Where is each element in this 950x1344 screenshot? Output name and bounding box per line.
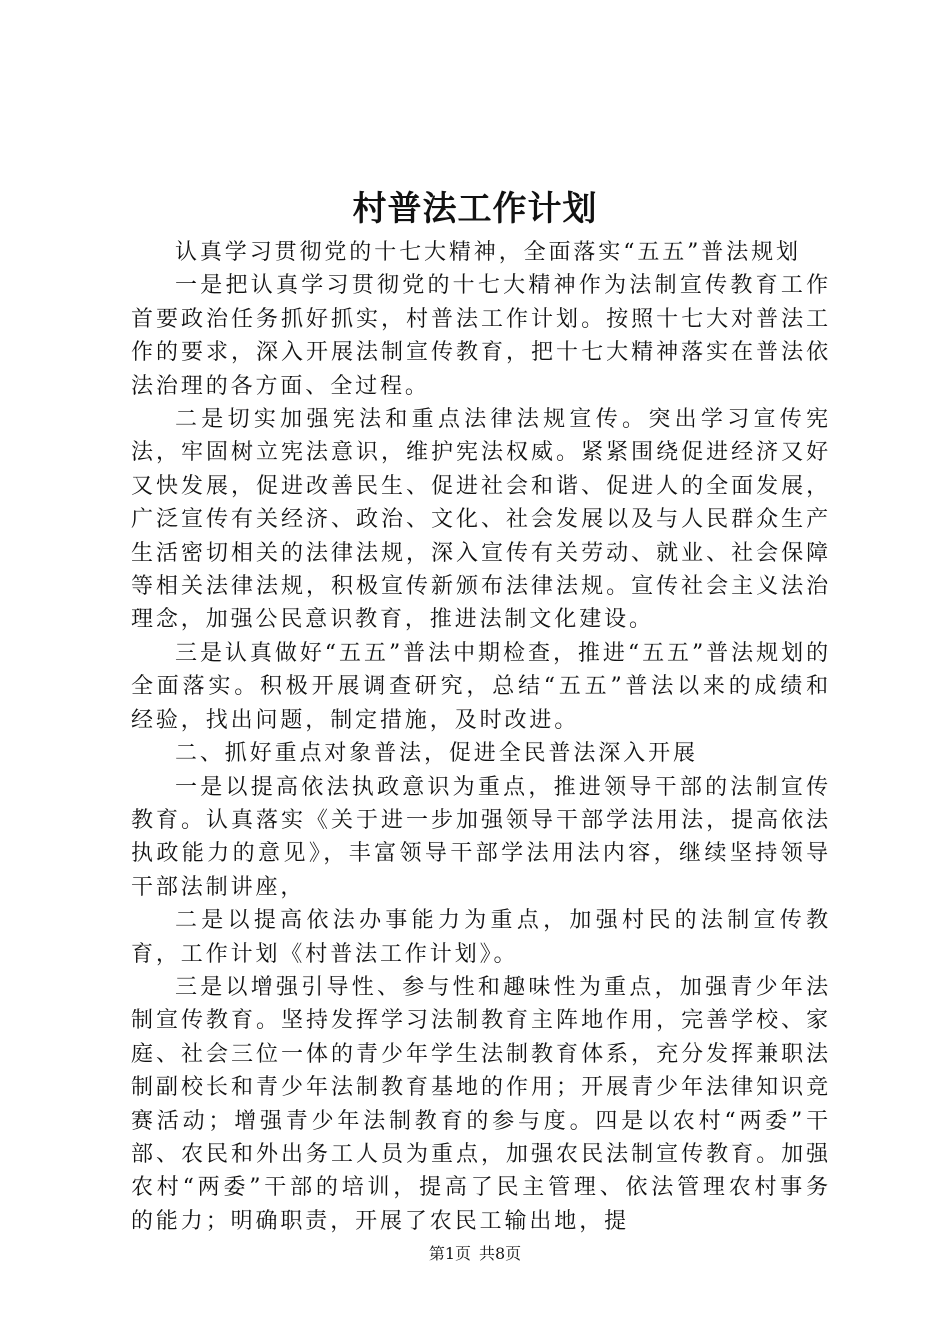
page-total: 共8页 [479, 1244, 522, 1263]
paragraph: 一是以提高依法执政意识为重点，推进领导干部的法制宣传教育。认真落实《关于进一步加强领导干部学法用法，提高依法执政能力的意见》，丰富领导干部学法用法内容，继续坚持领导干部法制讲座， [131, 774, 831, 900]
page-footer [0, 1243, 950, 1265]
paragraph: 认真学习贯彻党的十七大精神，全面落实“五五”普法规划 [175, 240, 801, 265]
paragraph: 一是把认真学习贯彻党的十七大精神作为法制宣传教育工作首要政治任务抓好抓实，村普法工作计划。按照十七大对普法工作的要求，深入开展法制宣传教育，把十七大精神落实在普法依法治理的各方面、全过程。 [131, 273, 831, 399]
paragraph: 二是切实加强宪法和重点法律法规宣传。突出学习宣传宪法，牢固树立宪法意识，维护宪法权威。紧紧围绕促进经济又好又快发展，促进改善民生、促进社会和谐、促进人的全面发展，广泛宣传有关经济、政治、文化、社会发展以及与人民群众生产生活密切相关的法律法规，深入宣传有关劳动、就业、社会保障等相关法律法规，积极宣传新颁布法律法规。宣传社会主义法治理念，加强公民意识教育，推进法制文化建设。 [131, 407, 831, 633]
paragraph: 二是以提高依法办事能力为重点，加强村民的法制宣传教育，工作计划《村普法工作计划》。 [131, 908, 831, 967]
document-title: 村普法工作计划 [352, 189, 598, 229]
section-heading: 二、抓好重点对象普法，促进全民普法深入开展 [175, 741, 698, 767]
document-body [131, 236, 831, 1238]
paragraph: 三是认真做好“五五”普法中期检查，推进“五五”普法规划的全面落实。积极开展调查研究，总结“五五”普法以来的成绩和经验，找出问题，制定措施，及时改进。 [131, 640, 831, 733]
paragraph: 三是以增强引导性、参与性和趣味性为重点，加强青少年法制宣传教育。坚持发挥学习法制教育主阵地作用，完善学校、家庭、社会三位一体的青少年学生法制教育体系，充分发挥兼职法制副校长和青少年法制教育基地的作用；开展青少年法律知识竞赛活动；增强青少年法制教育的参与度。四是以农村“两委”干部、农民和外出务工人员为重点，加强农民法制宣传教育。加强农村“两委”干部的培训，提高了民主管理、依法管理农村事务的能力；明确职责，开展了农民工输出地，提 [131, 974, 831, 1234]
page-number: 第1页 [428, 1244, 471, 1263]
